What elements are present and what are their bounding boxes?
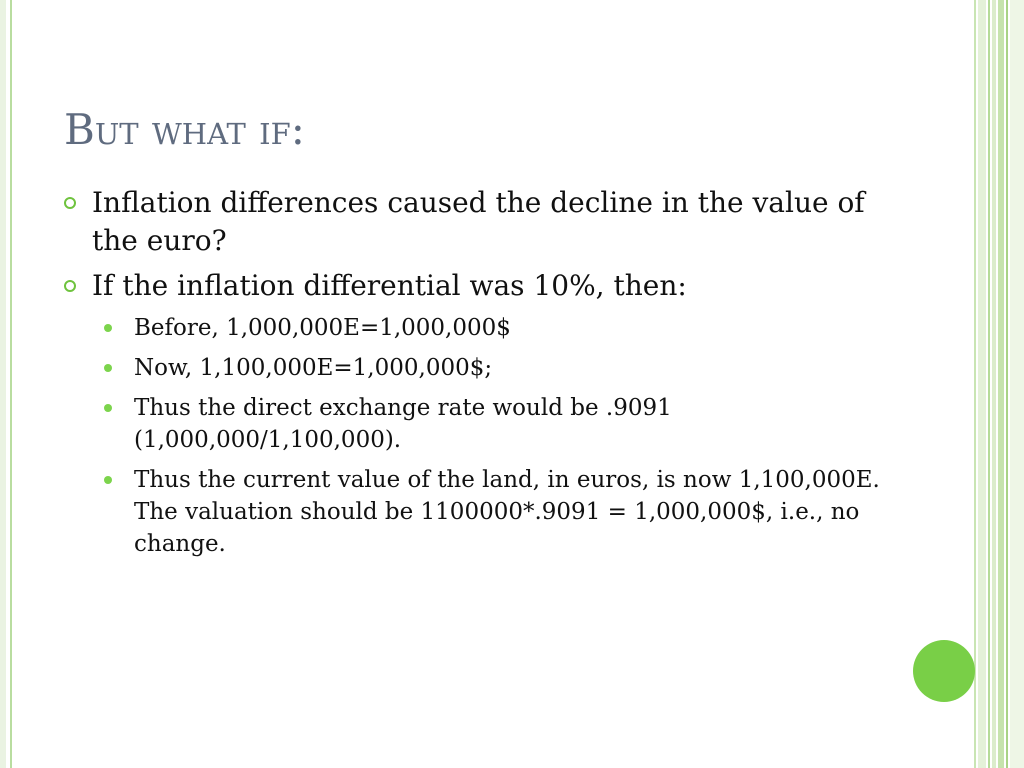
sub-bullet-list xyxy=(64,312,914,560)
sub-bullet-text: Before, 1,000,000E=1,000,000$ xyxy=(134,315,511,341)
decorative-circle xyxy=(913,640,975,702)
ring-bullet-icon xyxy=(64,197,76,209)
right-border-decoration xyxy=(974,0,1024,768)
dot-bullet-icon xyxy=(104,404,112,412)
sub-bullet-text: Now, 1,100,000E=1,000,000$; xyxy=(134,355,493,381)
right-border-band xyxy=(1010,0,1024,768)
right-border-line xyxy=(974,0,976,768)
left-border-line xyxy=(10,0,12,768)
right-border-line xyxy=(988,0,990,768)
sub-bullet-text: Thus the current value of the land, in euros, is now 1,100,000E. The valuation should be 1100000*.9091 = 1,000,000$, i.e., no change. xyxy=(134,467,880,557)
bullet-text: Inflation differences caused the decline in the value of the euro? xyxy=(92,186,865,257)
ring-bullet-icon xyxy=(64,280,76,292)
right-border-line xyxy=(1006,0,1008,768)
sub-bullet-item xyxy=(134,392,914,456)
dot-bullet-icon xyxy=(104,476,112,484)
dot-bullet-icon xyxy=(104,324,112,332)
bullet-item xyxy=(64,184,914,260)
sub-bullet-text: Thus the direct exchange rate would be .9091 (1,000,000/1,100,000). xyxy=(134,395,672,453)
dot-bullet-icon xyxy=(104,364,112,372)
sub-bullet-item xyxy=(134,352,914,384)
slide-title: But what if: xyxy=(64,105,305,154)
sub-bullet-item xyxy=(134,312,914,344)
slide-body xyxy=(64,184,914,568)
bullet-text: If the inflation differential was 10%, then: xyxy=(92,269,687,302)
right-border-band xyxy=(992,0,996,768)
left-border-band xyxy=(0,0,6,768)
right-border-band xyxy=(978,0,986,768)
bullet-item xyxy=(64,267,914,305)
sub-bullet-item xyxy=(134,464,914,560)
right-border-band xyxy=(998,0,1004,768)
